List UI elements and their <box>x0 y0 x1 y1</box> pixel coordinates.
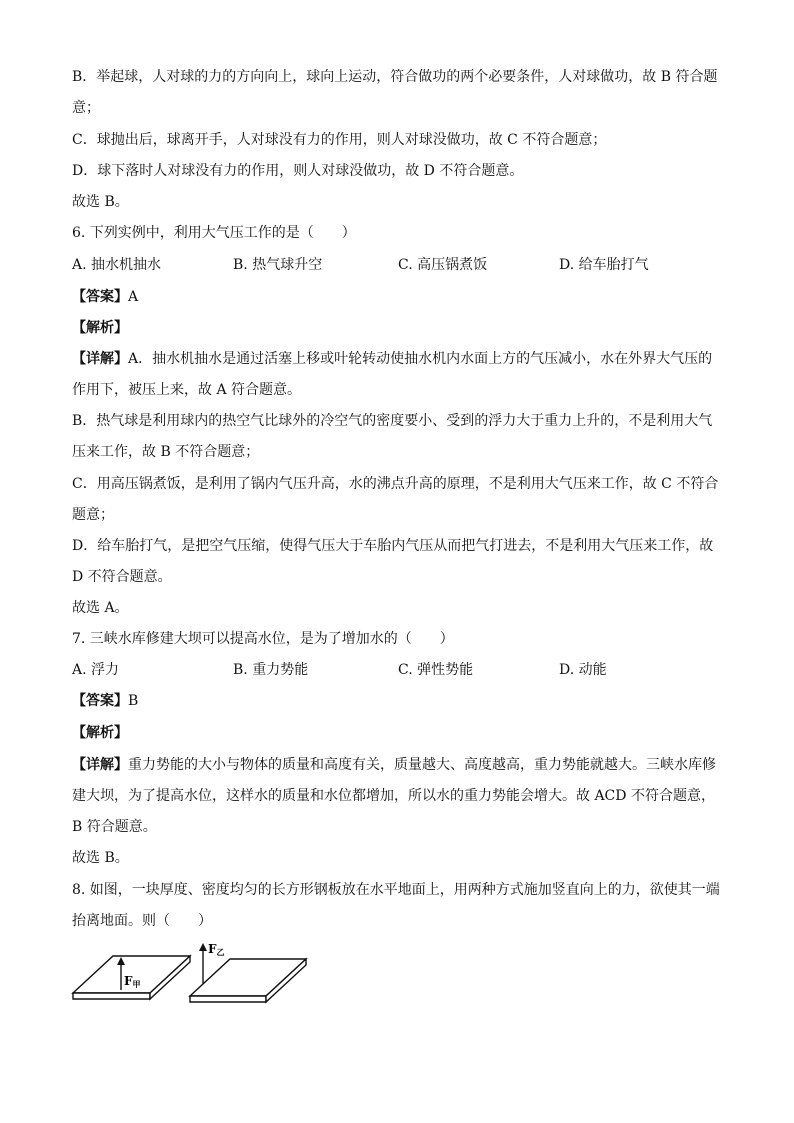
q7-analysis-label <box>72 724 128 742</box>
answer-label: 【答案】 <box>72 289 128 305</box>
q6-analysis-label <box>72 319 128 337</box>
text-line: C．用高压锅煮饭，是利用了锅内气压升高，水的沸点升高的原理，不是利用大气压来工作，故 C 不符合 <box>72 476 719 492</box>
text-line: D 不符合题意。 <box>72 569 172 585</box>
q7-option-d: D. 动能 <box>559 662 607 678</box>
q7-option-a: A. 浮力 <box>72 662 120 678</box>
detail-text: A．抽水机抽水是通过活塞上移或叶轮转动使抽水机内水面上方的气压减小，水在外界大气压的 <box>128 351 713 367</box>
text-line: B．热气球是利用球内的热空气比球外的冷空气的密度要小、受到的浮力大于重力上升的，不是利用大气 <box>72 413 713 429</box>
q7-answer <box>72 692 138 710</box>
q6-answer <box>72 288 138 306</box>
question-8-line-1: 8. 如图，一块厚度、密度均匀的长方形钢板放在水平地面上，用两种方式施加竖直向上的力，欲使其一端 <box>72 882 720 898</box>
plate-right <box>190 959 306 1002</box>
text-line: 故选 A。 <box>72 600 129 616</box>
text-line: D．给车胎打气，是把空气压缩，使得气压大于车胎内气压从而把气打进去，不是利用大气压来工作，故 <box>72 538 714 554</box>
text-line: 题意； <box>72 507 114 523</box>
text-line: 意； <box>72 100 100 116</box>
question-8-line-2: 抬离地面。则（ ） <box>72 913 212 929</box>
q7-option-b: B. 重力势能 <box>233 662 309 678</box>
q7-option-c: C. 弹性势能 <box>398 662 474 678</box>
answer-value: A <box>128 289 139 305</box>
q6-option-c: C. 高压锅煮饭 <box>398 257 488 273</box>
q6-detail <box>72 350 712 368</box>
text-line: C．球抛出后，球离开手，人对球没有力的作用，则人对球没做功，故 C 不符合题意； <box>72 132 607 148</box>
answer-label: 【答案】 <box>72 693 128 709</box>
analysis-label: 【解析】 <box>72 320 128 336</box>
text-line: D．球下落时人对球没有力的作用，则人对球没做功，故 D 不符合题意。 <box>72 163 524 179</box>
detail-text: 重力势能的大小与物体的质量和高度有关，质量越大、高度越高，重力势能就越大。三峡水库修 <box>128 757 716 773</box>
text-line: 作用下，被压上来，故 A 符合题意。 <box>72 382 302 398</box>
q6-option-a: A. 抽水机抽水 <box>72 257 162 273</box>
answer-value: B <box>128 693 139 709</box>
text-line: 建大坝，为了提高水位，这样水的质量和水位都增加，所以水的重力势能会增大。故 ACD 不符合题意， <box>72 788 715 804</box>
question-6: 6. 下列实例中，利用大气压工作的是（ ） <box>72 225 356 241</box>
text-line: 故选 B。 <box>72 194 129 210</box>
q7-detail <box>72 756 716 774</box>
detail-label: 【详解】 <box>72 757 128 773</box>
question-7: 7. 三峡水库修建大坝可以提高水位，是为了增加水的（ ） <box>72 631 454 647</box>
q6-option-d: D. 给车胎打气 <box>559 257 649 273</box>
force-label-right: F乙 <box>208 942 225 957</box>
force-label-left: F甲 <box>124 974 141 989</box>
text-line: 压来工作，故 B 不符合题意； <box>72 444 260 460</box>
text-line: B．举起球，人对球的力的方向向上，球向上运动，符合做功的两个必要条件，人对球做功，故 B 符合题 <box>72 69 718 85</box>
force-arrow-right <box>199 943 207 984</box>
q6-option-b: B. 热气球升空 <box>233 257 323 273</box>
steel-plate-figure <box>68 938 328 1008</box>
detail-label: 【详解】 <box>72 351 128 367</box>
text-line: B 符合题意。 <box>72 819 157 835</box>
text-line: 故选 B。 <box>72 850 129 866</box>
analysis-label: 【解析】 <box>72 725 128 741</box>
